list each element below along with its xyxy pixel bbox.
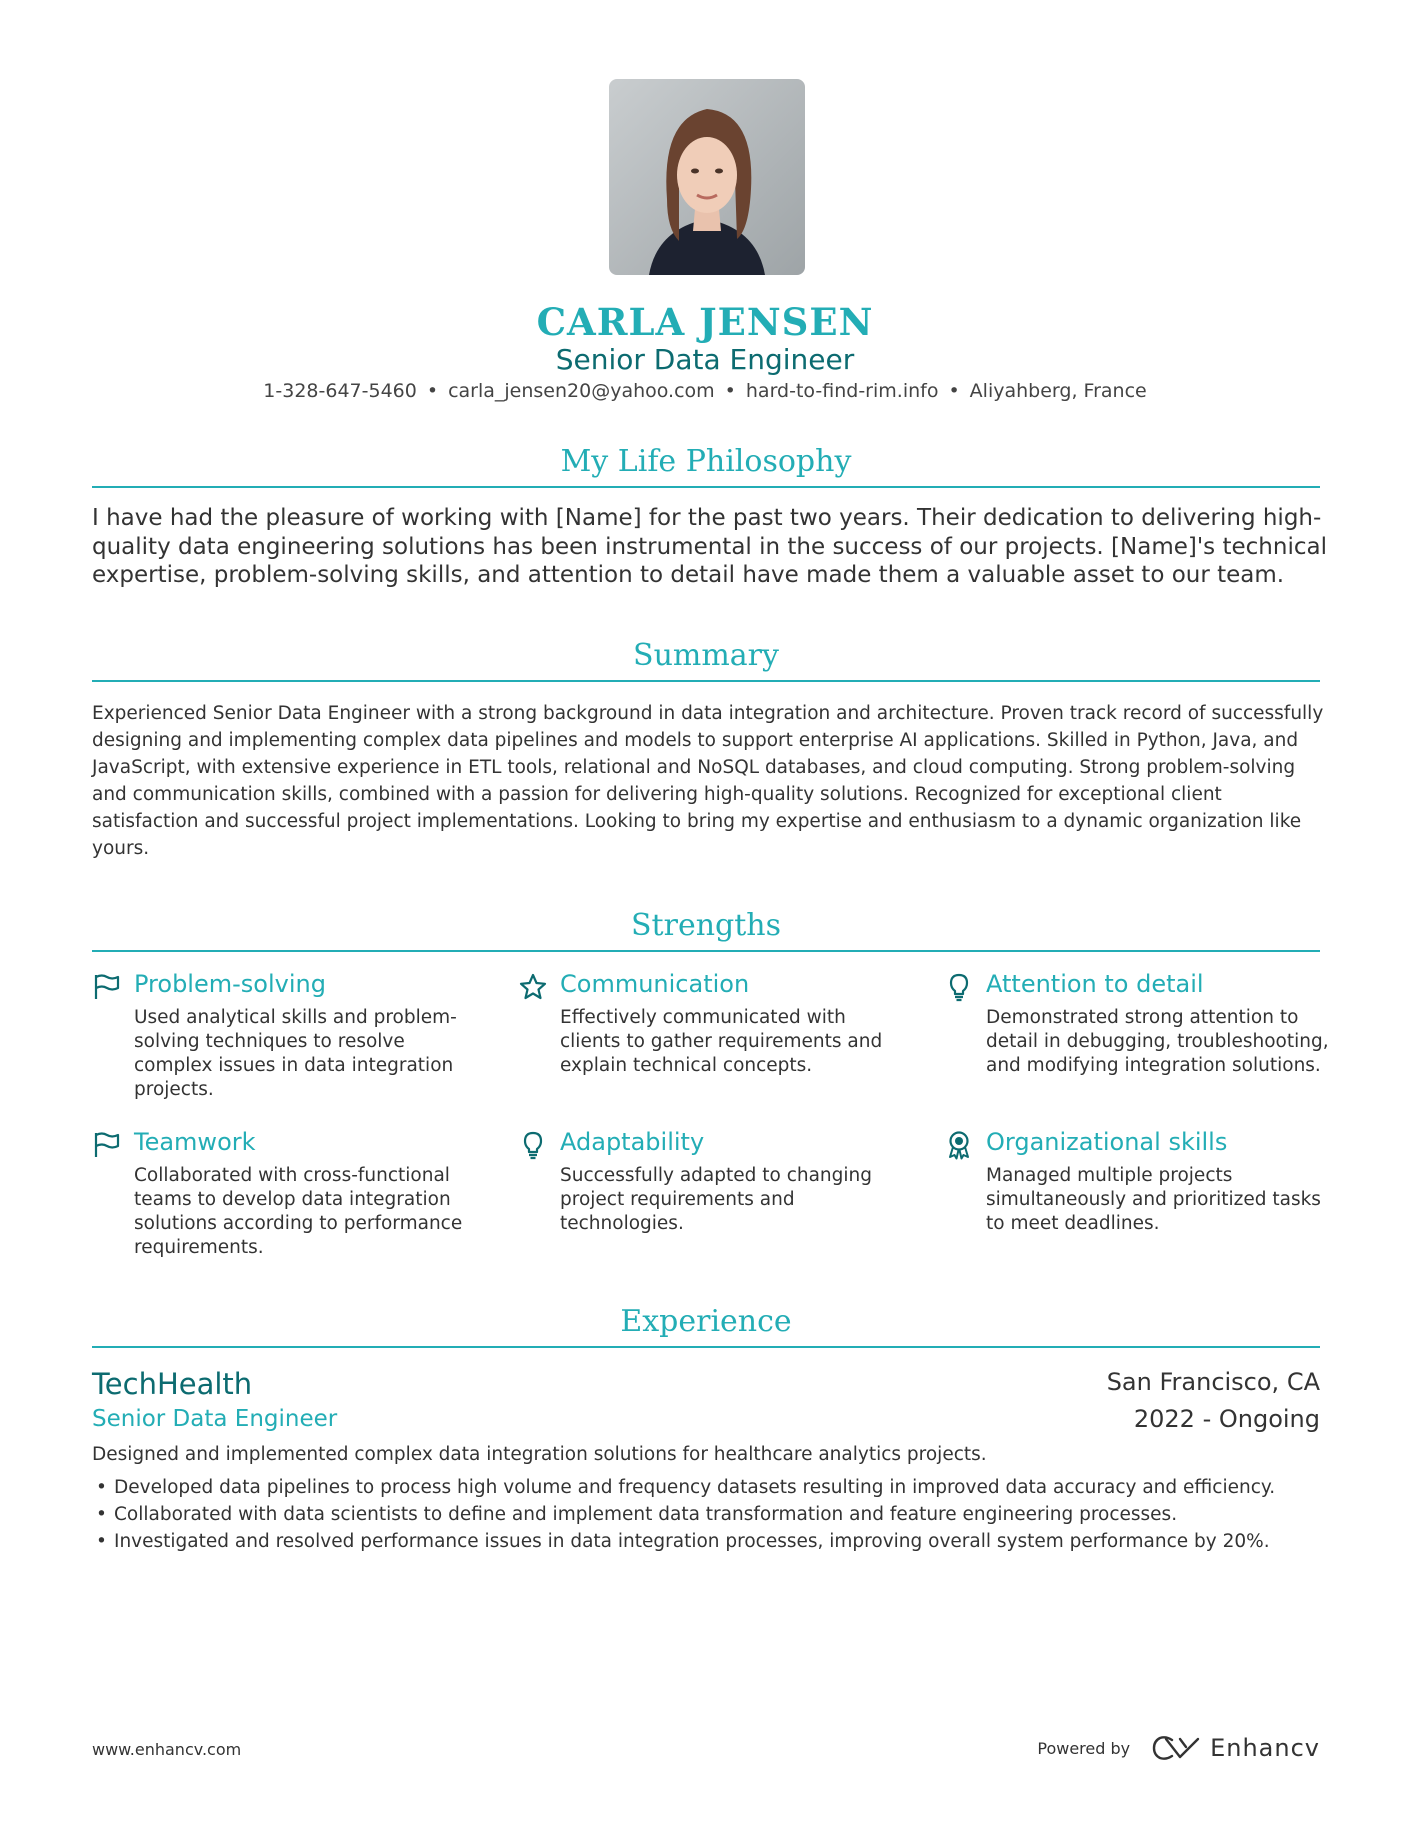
location: Aliyahberg, France	[969, 380, 1147, 402]
strength-desc: Collaborated with cross-functional teams to develop data integration solutions according to performance requirements.	[134, 1165, 463, 1258]
job-description: Designed and implemented complex data integration solutions for healthcare analytics projects.	[92, 1444, 987, 1465]
strength-desc: Effectively communicated with clients to gather requirements and explain technical concepts.	[560, 1007, 883, 1076]
separator: •	[426, 380, 439, 402]
email[interactable]: carla_jensen20@yahoo.com	[448, 380, 715, 402]
strength-title: Communication	[560, 970, 750, 998]
profile-photo	[609, 79, 805, 275]
strength-desc: Demonstrated strong attention to detail in debugging, troubleshooting, and modifying integration solutions.	[986, 1007, 1329, 1076]
strength-title: Teamwork	[134, 1128, 256, 1156]
list-item: • Collaborated with data scientists to define and implement data transformation and feature engineering processes.	[92, 1501, 1332, 1528]
footer-website[interactable]: www.enhancv.com	[92, 1740, 242, 1759]
flag-icon	[92, 972, 122, 1002]
philosophy-text: I have had the pleasure of working with [Name] for the past two years. Their dedication to delivering high-quality data engineering solutions has been instrumental in the success of our projects. [Name]'s technical expertise, problem-solving skills, and attention to detail have made them a valuable asset to our team.	[92, 505, 1327, 588]
contact-line	[0, 378, 1410, 404]
strength-title: Attention to detail	[986, 970, 1204, 998]
strength-title: Organizational skills	[986, 1128, 1228, 1156]
website[interactable]: hard-to-find-rim.info	[745, 380, 939, 402]
lightbulb-icon	[518, 1130, 548, 1160]
strength-desc: Used analytical skills and problem-solving techniques to resolve complex issues in data integration projects.	[134, 1007, 457, 1100]
award-icon	[944, 1130, 974, 1160]
footer-branding	[1037, 1730, 1320, 1766]
job-location: San Francisco, CA	[1106, 1368, 1320, 1396]
strength-desc: Successfully adapted to changing project requirements and technologies.	[560, 1165, 872, 1234]
flag-icon	[92, 1130, 122, 1160]
summary-text: Experienced Senior Data Engineer with a strong background in data integration and architecture. Proven track record of successfully designing and implementing complex data pipelines and models to support enterprise AI applications. Skilled in Python, Java, and JavaScript, with extensive experience in ETL tools, relational and NoSQL databases, and cloud computing. Strong problem-solving and communication skills, combined with a passion for delivering high-quality solutions. Recognized for exceptional client satisfaction and successful project implementations. Looking to bring my expertise and enthusiasm to a dynamic organization like yours.	[92, 703, 1324, 859]
separator: •	[948, 380, 960, 402]
strength-title: Problem-solving	[134, 970, 326, 998]
list-item: • Developed data pipelines to process high volume and frequency datasets resulting in improved data accuracy and efficiency.	[92, 1474, 1332, 1501]
separator: •	[724, 380, 736, 402]
company-name: TechHealth	[92, 1367, 253, 1401]
phone[interactable]: 1-328-647-5460	[263, 380, 417, 402]
star-icon	[518, 972, 548, 1002]
job-role: Senior Data Engineer	[92, 1406, 338, 1432]
strengths-heading: Strengths	[92, 906, 1320, 952]
job-bullets	[92, 1474, 1332, 1555]
summary-heading: Summary	[92, 636, 1320, 682]
list-item: • Investigated and resolved performance issues in data integration processes, improving overall system performance by 20%.	[92, 1528, 1332, 1555]
enhancv-logo-icon	[1152, 1735, 1200, 1761]
strength-title: Adaptability	[560, 1128, 705, 1156]
job-dates: 2022 - Ongoing	[1133, 1405, 1320, 1433]
philosophy-heading: My Life Philosophy	[92, 442, 1320, 488]
candidate-name: CARLA JENSEN	[536, 300, 874, 344]
experience-heading: Experience	[92, 1302, 1320, 1348]
brand-name: Enhancv	[1210, 1734, 1320, 1762]
candidate-title: Senior Data Engineer	[555, 343, 855, 376]
powered-by-label: Powered by	[1037, 1738, 1131, 1758]
strength-desc: Managed multiple projects simultaneously and prioritized tasks to meet deadlines.	[986, 1165, 1321, 1234]
lightbulb-icon	[944, 972, 974, 1002]
